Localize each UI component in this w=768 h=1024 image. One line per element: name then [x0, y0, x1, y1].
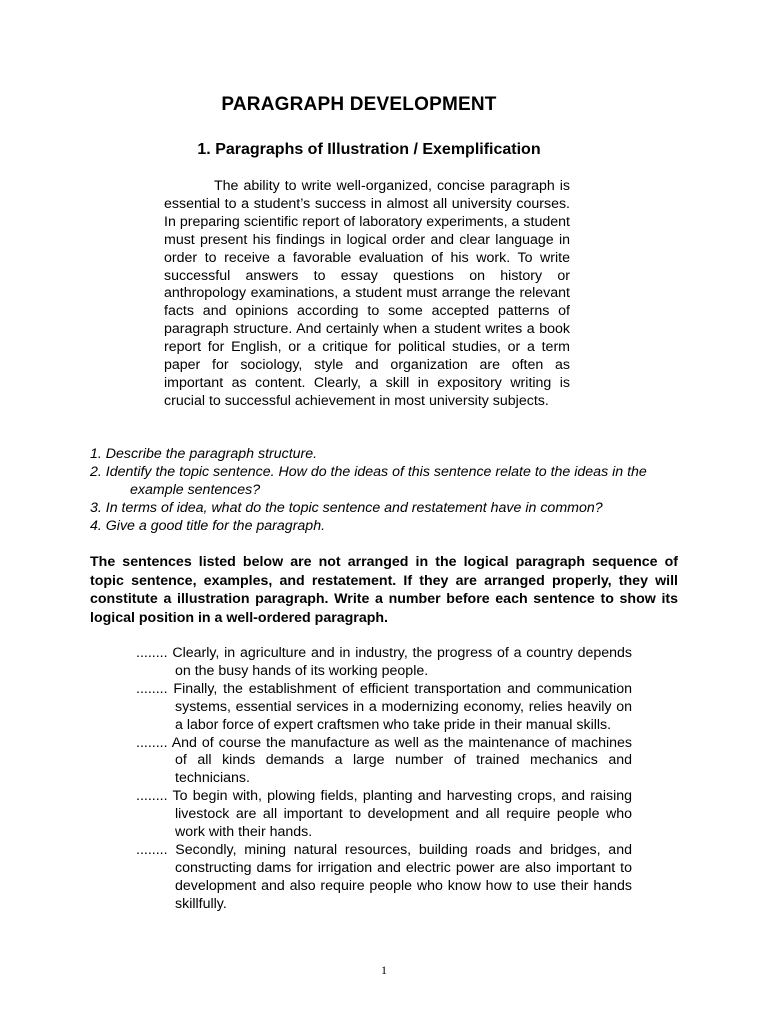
- page-number: 1: [381, 963, 387, 977]
- sentence-item: [136, 788, 632, 842]
- sentence-text: Finally, the establishment of efficient transportation and communication systems, essential services in a modernizing economy, relies heavily on a labor force of expert craftsmen who take pride in their manual skills.: [173, 680, 632, 733]
- sentence-blank: ........: [136, 841, 168, 858]
- sentence-text: To begin with, plowing fields, planting and harvesting crops, and raising livestock are all important to development and all require people who work with their hands.: [172, 788, 633, 841]
- exercise-instructions: The sentences listed below are not arranged in the logical paragraph sequence of topic sentence, examples, and restatement. If they are arranged properly, they will constitute a illustration paragraph. Write a number before each sentence to show its logical position in a well-ordered paragraph.: [90, 554, 678, 626]
- section-heading: 1. Paragraphs of Illustration / Exemplification: [197, 141, 541, 158]
- sentence-item: [136, 842, 632, 914]
- question-item: 3. In terms of idea, what do the topic sentence and restatement have in common?: [90, 500, 603, 516]
- question-list: [90, 445, 690, 535]
- sentence-blank: ........: [136, 645, 168, 661]
- sentence-blank: ........: [136, 788, 168, 805]
- sentence-item: [136, 645, 632, 681]
- sentence-blank: ........: [136, 734, 168, 751]
- sentence-text: Clearly, in agriculture and in industry, the progress of a country depends on the busy hands of its working people.: [172, 645, 632, 679]
- question-item: 1. Describe the paragraph structure.: [90, 446, 318, 462]
- example-paragraph: The ability to write well-organized, concise paragraph is essential to a student’s success in almost all university courses. In preparing scientific report of laboratory experiments, a student must present his findings in logical order and clear language in order to receive a favorable evaluation of his work. To write successful answers to essay questions on history or anthropology examinations, a student must arrange the relevant facts and opinions according to some accepted patterns of paragraph structure. And certainly when a student writes a book report for English, or a critique for political studies, or a term paper for sociology, style and organization are often as important as content. Clearly, a skill in expository writing is crucial to successful achievement in most university subjects.: [164, 178, 570, 409]
- sentence-item: [136, 735, 632, 789]
- question-item: 2. Identify the topic sentence. How do the ideas of this sentence relate to the ideas in the example sentences?: [90, 464, 647, 498]
- sentence-blank: ........: [136, 680, 168, 697]
- page-title: PARAGRAPH DEVELOPMENT: [221, 94, 497, 115]
- sentence-item: [136, 681, 632, 735]
- question-item: 4. Give a good title for the paragraph.: [90, 518, 326, 534]
- sentence-text: And of course the manufacture as well as the maintenance of machines of all kinds demands a large number of trained mechanics and technicians.: [171, 734, 632, 787]
- sentence-list: [136, 645, 632, 914]
- sentence-text: Secondly, mining natural resources, building roads and bridges, and constructing dams for irrigation and electric power are also important to development and also require people who know how to use their hands skillfully.: [175, 841, 632, 912]
